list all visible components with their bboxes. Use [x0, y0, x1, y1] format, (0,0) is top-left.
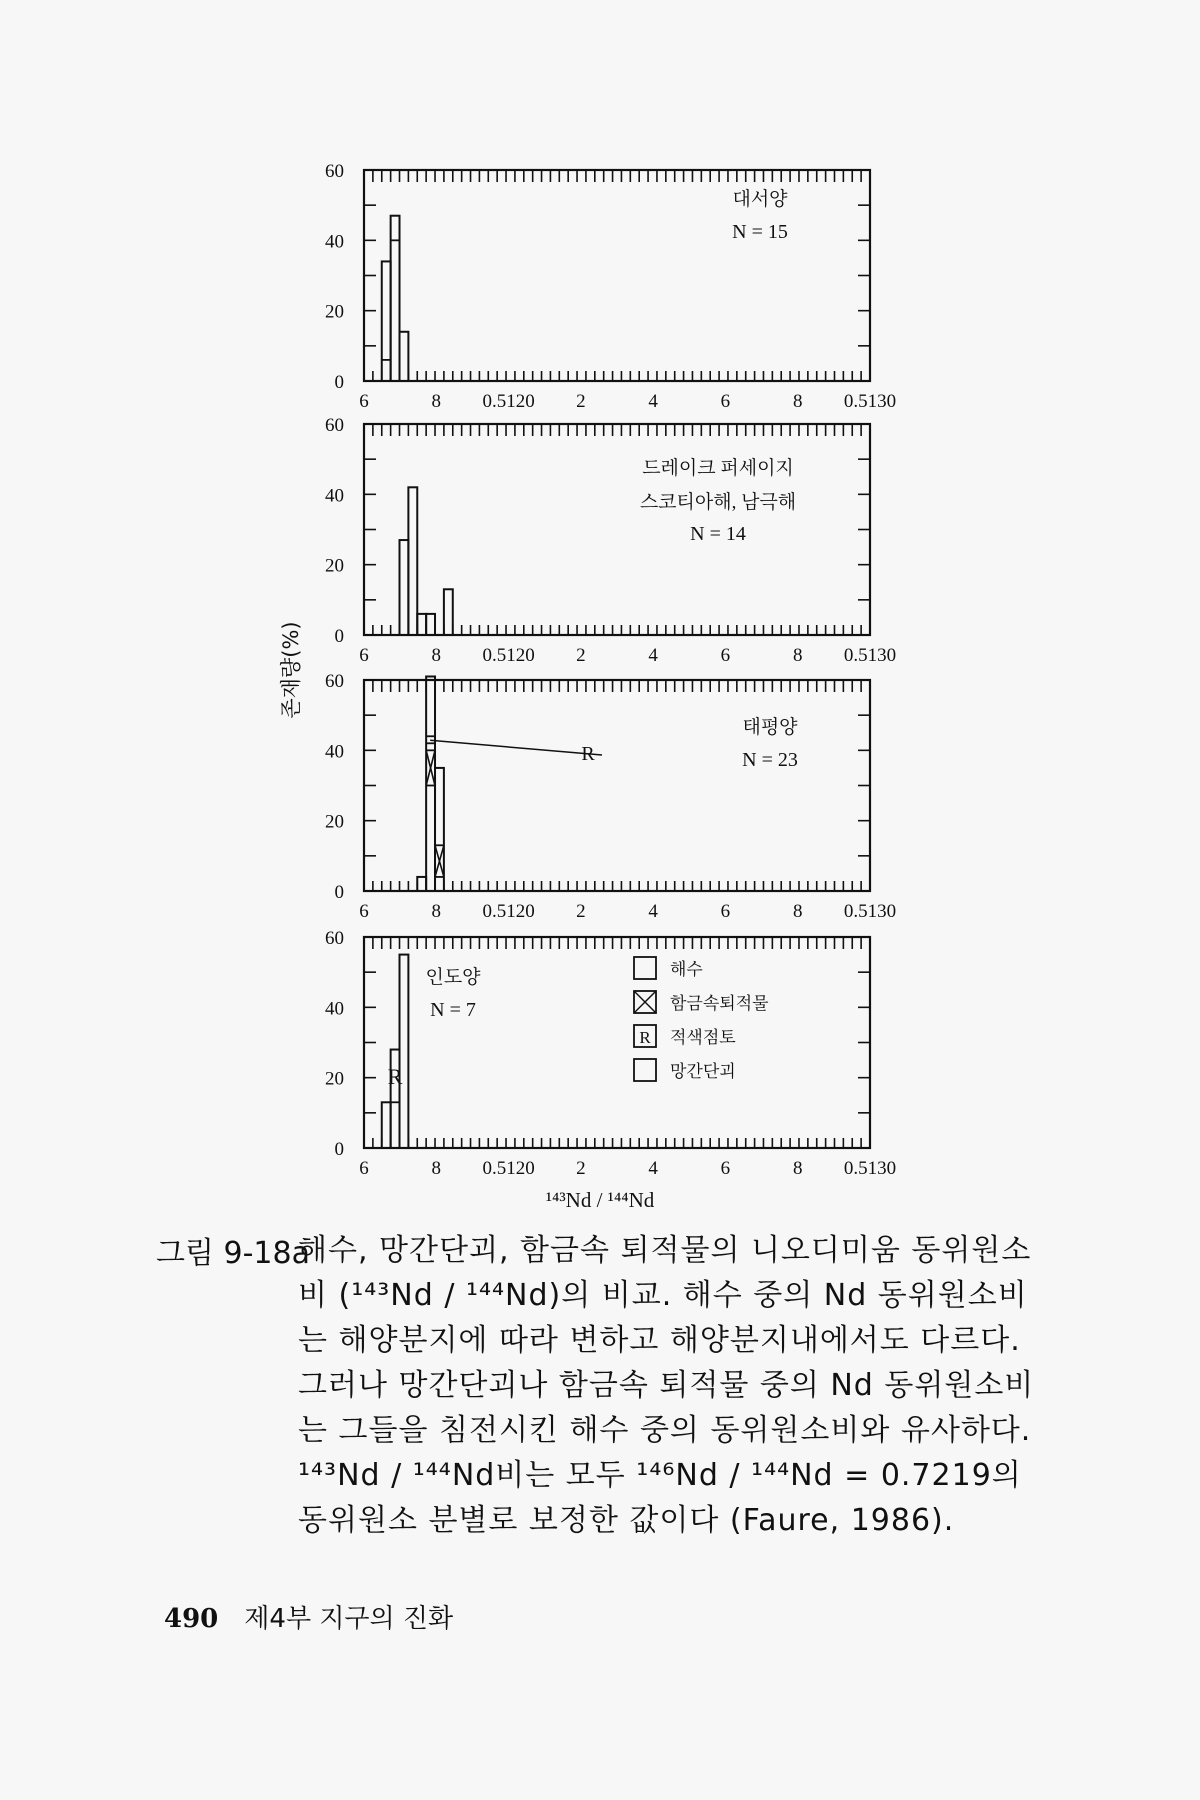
y-tick-label: 40 [325, 485, 344, 507]
region-label: 드레이크 퍼세이지 [642, 458, 794, 479]
x-tick-label: 6 [720, 901, 731, 922]
y-tick-label: 0 [334, 882, 344, 903]
x-tick-label: 8 [792, 391, 803, 412]
y-tick-label: 60 [325, 161, 344, 182]
legend-label: 함금속퇴적물 [670, 994, 769, 1013]
histogram-bar [417, 877, 426, 891]
x-tick-label: 6 [359, 1158, 369, 1179]
x-tick-label: 0.5120 [482, 901, 535, 922]
x-tick-label: 2 [576, 645, 586, 666]
legend-label: 해수 [670, 960, 703, 979]
x-tick-label: 4 [648, 391, 658, 412]
y-axis-title: 존재량(%) [279, 621, 303, 719]
histogram-bar [426, 676, 435, 891]
x-tick-label: 0.5130 [843, 645, 897, 666]
y-tick-label: 40 [325, 741, 344, 763]
x-tick-label: 2 [576, 901, 586, 922]
histogram-bar [400, 332, 409, 381]
x-tick-label: 4 [648, 901, 658, 922]
x-tick-label: 8 [792, 645, 803, 666]
legend-swatch [634, 1059, 656, 1081]
y-tick-label: 40 [325, 231, 344, 253]
x-tick-label: 6 [720, 1158, 731, 1179]
x-tick-label: 8 [431, 645, 442, 666]
x-tick-label: 6 [720, 645, 731, 666]
y-tick-label: 20 [325, 301, 344, 323]
y-tick-label: 20 [325, 811, 344, 833]
x-tick-label: 0.5120 [482, 1158, 535, 1179]
histogram-bar [400, 540, 409, 635]
section-title: 제4부 지구의 진화 [244, 1604, 454, 1634]
x-tick-label: 6 [359, 901, 369, 922]
x-tick-label: 8 [792, 901, 803, 922]
r-leader-line [430, 740, 602, 755]
histogram-bar [417, 614, 426, 635]
histogram-bar [400, 955, 409, 1148]
x-tick-label: 2 [576, 1158, 586, 1179]
x-tick-label: 2 [576, 391, 586, 412]
n-label: N = 7 [430, 999, 476, 1021]
y-tick-label: 60 [325, 671, 344, 692]
x-tick-label: 6 [359, 391, 369, 412]
y-tick-label: 20 [325, 1068, 344, 1090]
x-tick-label: 8 [431, 391, 442, 412]
caption-text: 해수, 망간단괴, 함금속 퇴적물의 니오디미움 동위원소비 (¹⁴³Nd / ¹⁴⁴Nd)의 비교. 해수 중의 Nd 동위원소비는 해양분지에 따라 변하고 해양분지내에서도 다르다. 그러나 망간단괴나 함금속 퇴적물 중의 Nd 동위원소비는 그들을 침전시킨 해수 중의 동위원소비와 유사하다. ¹⁴³Nd / ¹⁴⁴Nd비는 모두 ¹⁴⁶Nd / ¹⁴⁴Nd = 0.7219의 동위원소 분별로 보정한 값이다 (Faure, 1986). [298, 1233, 1035, 1538]
plot-frame [364, 424, 870, 635]
n-label: N = 23 [742, 749, 798, 771]
y-tick-label: 0 [334, 372, 344, 393]
x-tick-label: 4 [648, 1158, 658, 1179]
r-annotation: R [581, 743, 595, 765]
page-number: 490 [164, 1604, 219, 1634]
x-axis-title: ¹⁴³Nd / ¹⁴⁴Nd [545, 1188, 655, 1212]
n-label: N = 14 [690, 523, 746, 545]
x-tick-label: 6 [720, 391, 731, 412]
n-label: N = 15 [732, 221, 788, 243]
red-clay-marker: R [387, 1063, 403, 1089]
x-tick-label: 8 [431, 1158, 442, 1179]
y-tick-label: 60 [325, 415, 344, 436]
x-tick-label: 0.5130 [843, 1158, 897, 1179]
y-tick-label: 60 [325, 928, 344, 949]
y-tick-label: 20 [325, 555, 344, 577]
x-tick-label: 8 [431, 901, 442, 922]
histogram-bar [444, 589, 453, 635]
page-footer [164, 1598, 453, 1635]
x-tick-label: 4 [648, 645, 658, 666]
x-tick-label: 0.5120 [482, 391, 535, 412]
x-tick-label: 0.5130 [843, 391, 897, 412]
histogram-bar [408, 487, 417, 635]
caption-label: 그림 9-18a [156, 1236, 310, 1271]
x-tick-label: 6 [359, 645, 369, 666]
x-tick-label: 0.5130 [843, 901, 897, 922]
region-label: 태평양 [742, 717, 798, 738]
legend-r-symbol: R [639, 1028, 651, 1047]
histogram-bar [382, 261, 391, 381]
legend-label: 망간단괴 [670, 1062, 736, 1081]
x-tick-label: 0.5120 [482, 645, 535, 666]
y-tick-label: 0 [334, 626, 344, 647]
region-label: 대서양 [732, 189, 788, 210]
region-label: 인도양 [425, 967, 481, 988]
histogram-bar [382, 1102, 391, 1148]
y-tick-label: 40 [325, 998, 344, 1020]
legend-label: 적색점토 [670, 1028, 736, 1047]
histogram-bar [426, 614, 435, 635]
x-tick-label: 8 [792, 1158, 803, 1179]
y-tick-label: 0 [334, 1139, 344, 1160]
region-label-2: 스코티아해, 남극해 [639, 492, 797, 513]
legend-swatch [634, 957, 656, 979]
plot-frame [364, 170, 870, 381]
